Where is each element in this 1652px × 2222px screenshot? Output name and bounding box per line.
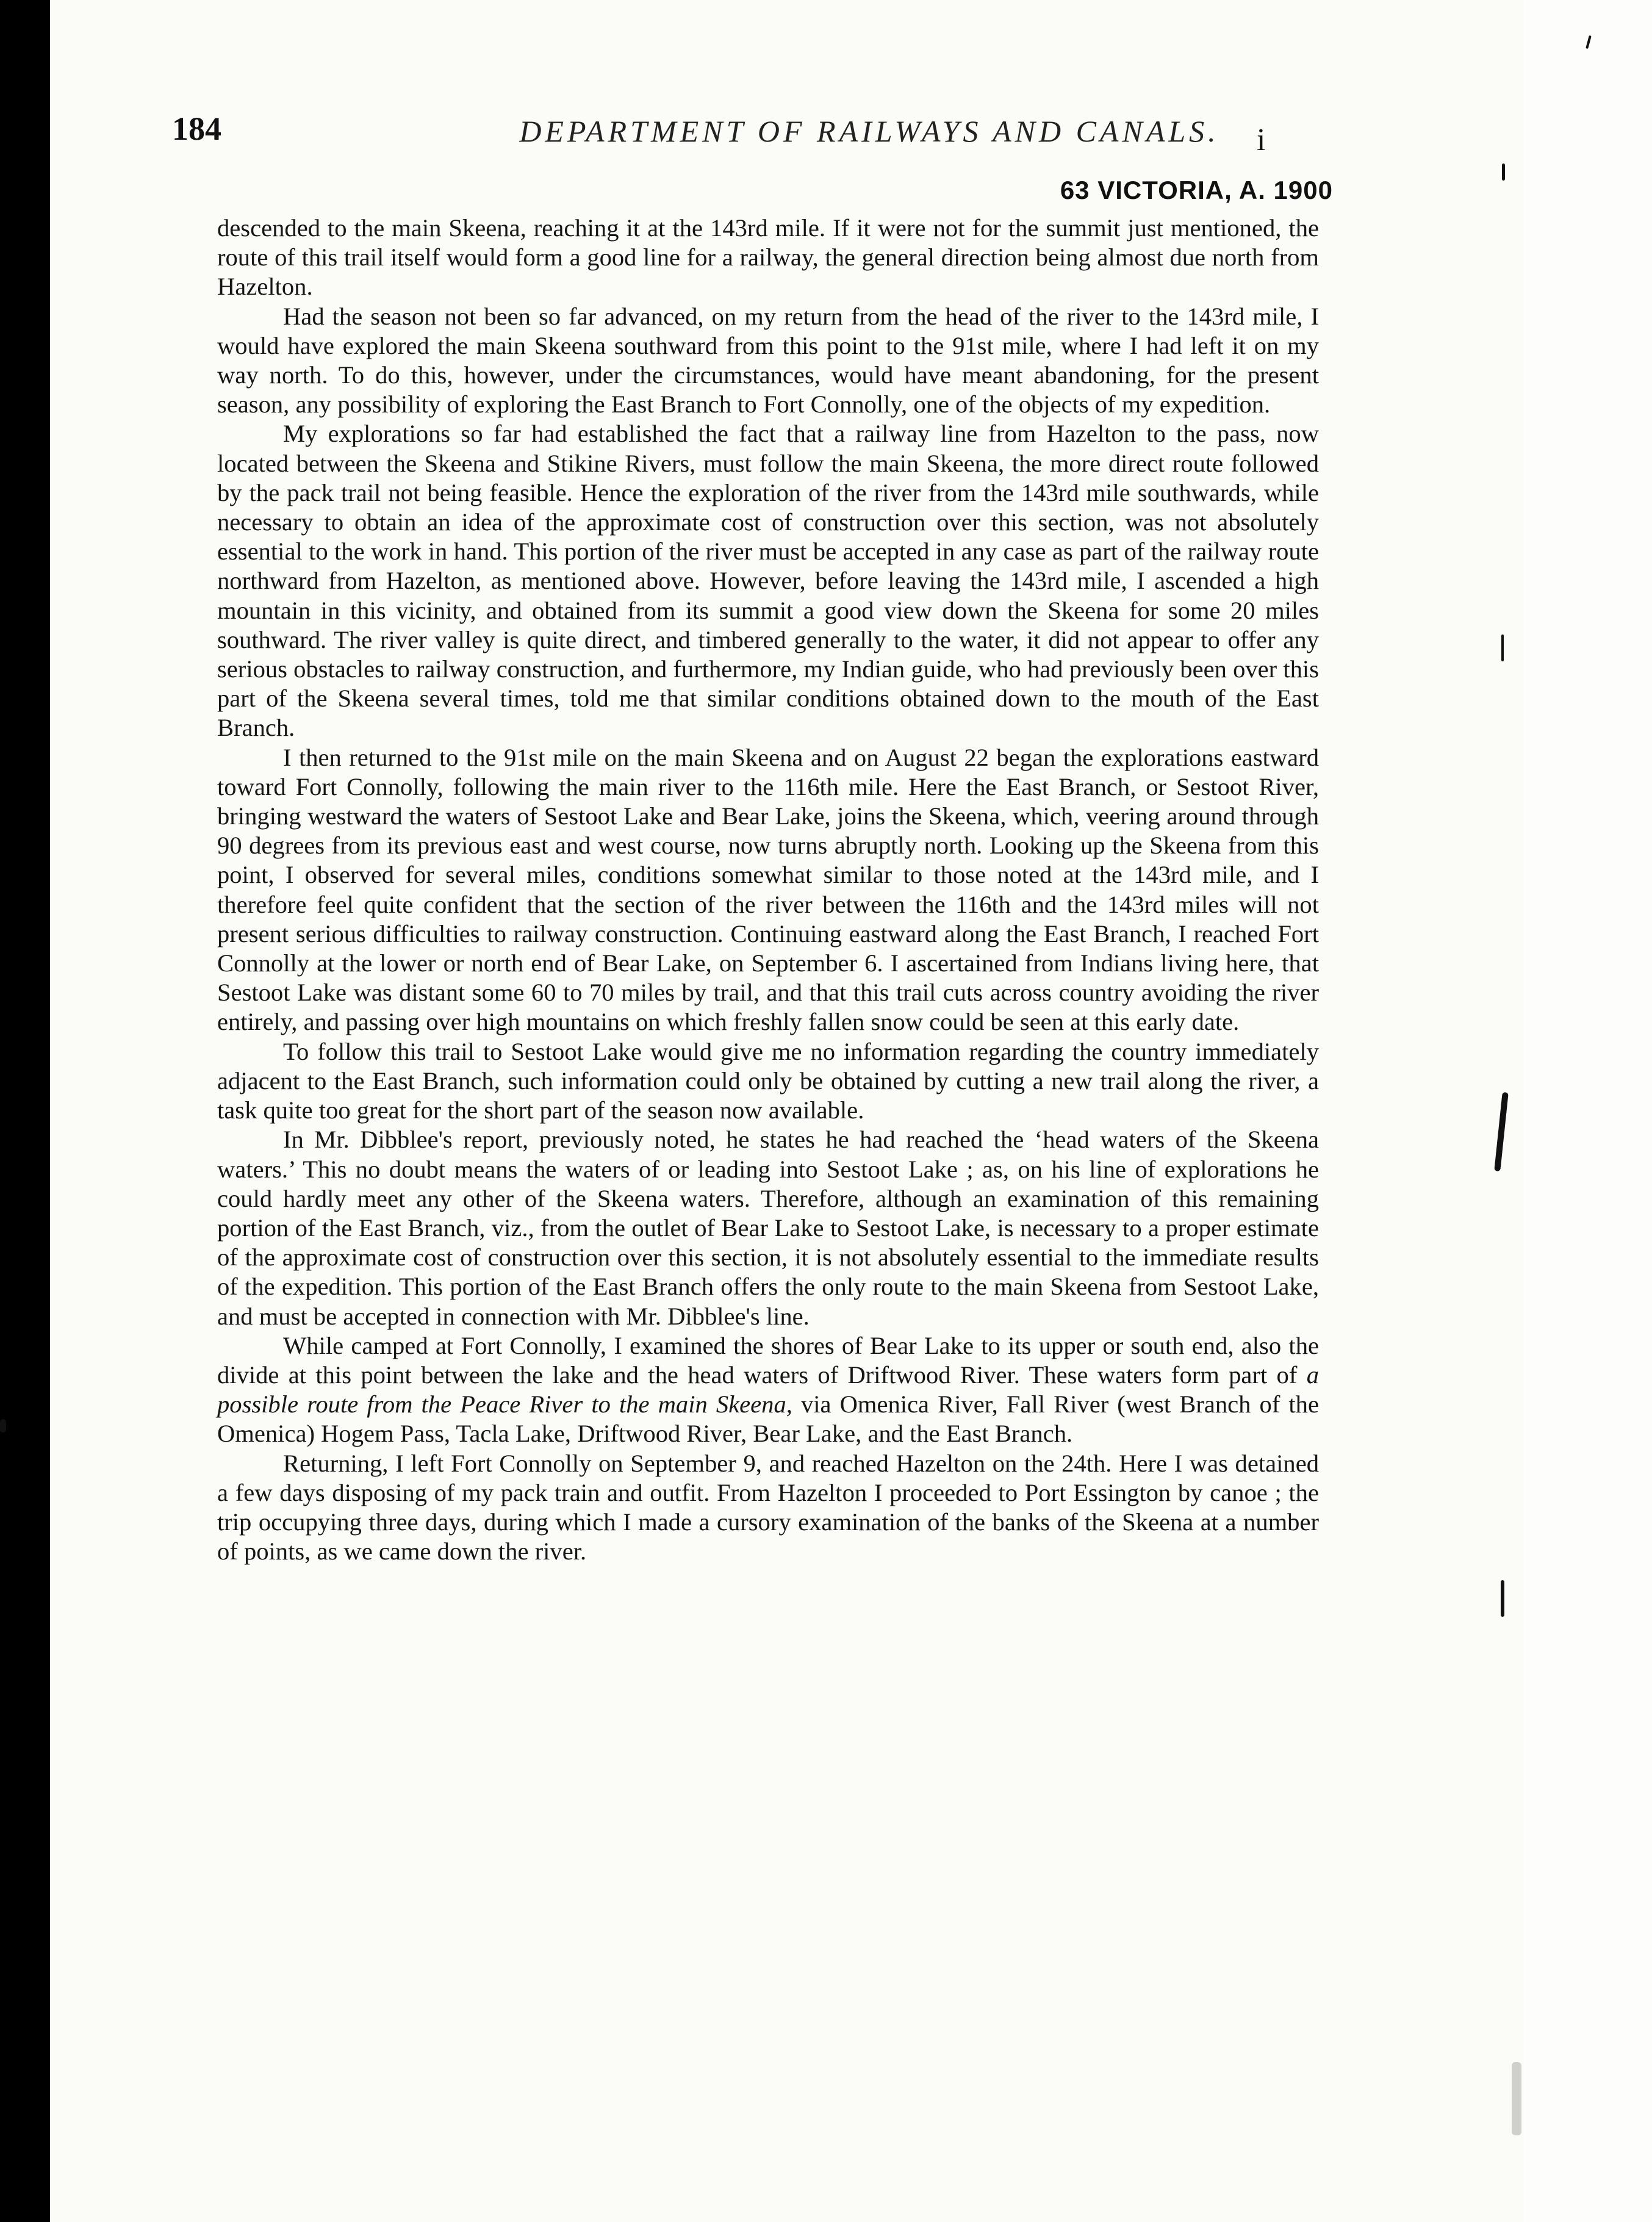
scan-margin <box>1524 0 1652 2222</box>
italic-phrase: a possible route from the Peace River to the main Skeena, <box>217 1361 1319 1418</box>
body-text <box>217 214 1319 1566</box>
page-number: 184 <box>172 110 221 147</box>
paragraph: descended to the main Skeena, reaching it at the 143rd mile. If it were not for the summit just mentioned, the route of this trail itself would form a good line for a railway, the general direction being almost due north from Hazelton. <box>217 214 1319 301</box>
paragraph: To follow this trail to Sestoot Lake would give me no information regarding the country immediately adjacent to the East Branch, such information could only be obtained by cutting a new trail along the river, a task quite too great for the short part of the season now available. <box>217 1037 1319 1124</box>
paragraph: Had the season not been so far advanced, on my return from the head of the river to the 143rd mile, I would have explored the main Skeena southward from this point to the 91st mile, where I had left it on my way north. To do this, however, under the circumstances, would have meant abandoning, for the present season, any possibility of exploring the East Branch to Fort Connolly, one of the objects of my expedition. <box>217 302 1319 419</box>
scan-edge-mark <box>1501 635 1504 661</box>
paragraph-text: While camped at Fort Connolly, I examined the shores of Bear Lake to its upper or south end, also the divide at this point between the lake and the head waters of Driftwood River. These waters form part of <box>217 1331 1319 1389</box>
paragraph <box>217 1331 1319 1449</box>
paragraph-text: via Omenica River, Fall River (west Branch of the Omenica) Hogem Pass, Tacla Lake, Driftwood River, Bear Lake, and the East Branch. <box>217 1390 1319 1448</box>
scan-edge-mark <box>1502 164 1505 181</box>
paragraph: I then returned to the 91st mile on the main Skeena and on August 22 began the explorations eastward toward Fort Connolly, following the main river to the 116th mile. Here the East Branch, or Sestoot River, bringing westward the waters of Sestoot Lake and Bear Lake, joins the Skeena, which, veering around through 90 degrees from its previous east and west course, now turns abruptly north. Looking up the Skeena from this point, I observed for several miles, conditions somewhat similar to those noted at the 143rd mile, and I therefore feel quite confident that the section of the river between the 116th and the 143rd miles will not present serious difficulties to railway construction. Continuing eastward along the East Branch, I reached Fort Connolly at the lower or north end of Bear Lake, on September 6. I ascertained from Indians living here, that Sestoot Lake was distant some 60 to 70 miles by trail, and that this trail cuts across country avoiding the river entirely, and passing over high mountains on which freshly fallen snow could be seen at this early date. <box>217 743 1319 1036</box>
paragraph: My explorations so far had established the fact that a railway line from Hazelton to the pass, now located between the Skeena and Stikine Rivers, must follow the main Skeena, the more direct route followed by the pack trail not being feasible. Hence the exploration of the river from the 143rd mile southwards, while necessary to obtain an idea of the approximate cost of construction over this section, was not absolutely essential to the work in hand. This portion of the river must be accepted in any case as part of the railway route northward from Hazelton, as mentioned above. However, before leaving the 143rd mile, I ascended a high mountain in this vicinity, and obtained from its summit a good view down the Skeena for some 20 miles southward. The river valley is quite direct, and timbered generally to the water, it did not appear to offer any serious obstacles to railway construction, and furthermore, my Indian guide, who had previously been over this part of the Skeena several times, told me that similar conditions obtained down to the mouth of the East Branch. <box>217 420 1319 742</box>
session-reference: 63 VICTORIA, A. 1900 <box>1060 176 1333 204</box>
header-mark: i <box>1257 123 1266 157</box>
running-header: DEPARTMENT OF RAILWAYS AND CANALS. <box>519 114 1219 148</box>
scan-edge-mark <box>1512 2062 1521 2135</box>
scan-edge-mark <box>1501 1580 1504 1617</box>
paragraph: In Mr. Dibblee's report, previously noted, he states he had reached the ‘head waters of the Skeena waters.’ This no doubt means the waters of or leading into Sestoot Lake ; as, on his line of explorations he could hardly meet any other of the Skeena waters. Therefore, although an examination of this remaining portion of the East Branch, viz., from the outlet of Bear Lake to Sestoot Lake, is necessary to a proper estimate of the approximate cost of construction over this section, it is not absolutely essential to the immediate results of the expedition. This portion of the East Branch offers the only route to the main Skeena from Sestoot Lake, and must be accepted in connection with Mr. Dibblee's line. <box>217 1126 1319 1330</box>
scan-edge-mark <box>0 1419 6 1433</box>
paragraph: Returning, I left Fort Connolly on September 9, and reached Hazelton on the 24th. Here I was detained a few days disposing of my pack train and outfit. From Hazelton I proceeded to Port Essington by canoe ; the trip occupying three days, during which I made a cursory examination of the banks of the Skeena at a number of points, as we came down the river. <box>217 1449 1319 1566</box>
